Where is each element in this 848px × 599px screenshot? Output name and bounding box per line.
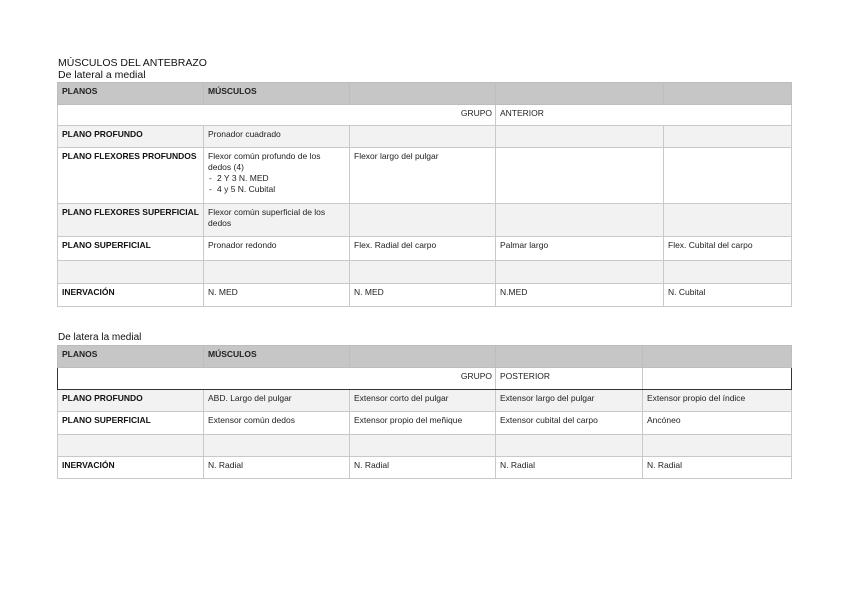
table-cell: Pronador redondo bbox=[204, 237, 350, 261]
table-row bbox=[58, 284, 792, 307]
table-cell: Extensor propio del meñique bbox=[350, 412, 496, 435]
row-label: INERVACIÓN bbox=[58, 457, 204, 479]
header-planos: PLANOS bbox=[58, 346, 204, 368]
table-cell bbox=[664, 126, 792, 148]
bullet-list bbox=[208, 173, 345, 195]
table-cell bbox=[643, 435, 792, 457]
table-cell bbox=[204, 435, 350, 457]
group-value: ANTERIOR bbox=[496, 105, 792, 126]
document-title: MÚSCULOS DEL ANTEBRAZO bbox=[58, 57, 207, 69]
table-row bbox=[58, 148, 792, 204]
table-cell bbox=[664, 204, 792, 237]
header-planos: PLANOS bbox=[58, 83, 204, 105]
table-cell: Palmar largo bbox=[496, 237, 664, 261]
table-cell: N. MED bbox=[350, 284, 496, 307]
table-cell: N. Radial bbox=[496, 457, 643, 479]
table-row bbox=[58, 237, 792, 261]
row-label: PLANO SUPERFICIAL bbox=[58, 237, 204, 261]
table-cell: Extensor cubital del carpo bbox=[496, 412, 643, 435]
table-cell: Extensor común dedos bbox=[204, 412, 350, 435]
table-header-row bbox=[58, 346, 792, 368]
table-cell: Extensor corto del pulgar bbox=[350, 390, 496, 412]
table-cell bbox=[643, 368, 792, 390]
table-cell: Flex. Radial del carpo bbox=[350, 237, 496, 261]
anterior-muscles-table bbox=[57, 82, 792, 307]
table-cell bbox=[496, 204, 664, 237]
table-cell: N. MED bbox=[204, 284, 350, 307]
table-cell bbox=[350, 435, 496, 457]
header-cell bbox=[350, 83, 496, 105]
table-cell bbox=[58, 435, 204, 457]
table-cell: Extensor propio del índice bbox=[643, 390, 792, 412]
table-cell: N.MED bbox=[496, 284, 664, 307]
header-cell bbox=[643, 346, 792, 368]
table-cell bbox=[496, 435, 643, 457]
header-cell bbox=[496, 346, 643, 368]
table-row-empty bbox=[58, 261, 792, 284]
table-row-empty bbox=[58, 435, 792, 457]
posterior-muscles-table bbox=[57, 345, 792, 479]
table-row bbox=[58, 390, 792, 412]
table-cell bbox=[204, 148, 350, 204]
header-cell bbox=[664, 83, 792, 105]
row-label: PLANO SUPERFICIAL bbox=[58, 412, 204, 435]
table-cell: Flexor largo del pulgar bbox=[350, 148, 496, 204]
table-cell bbox=[204, 261, 350, 284]
row-label: PLANO PROFUNDO bbox=[58, 390, 204, 412]
table-cell bbox=[496, 148, 664, 204]
table-cell bbox=[350, 126, 496, 148]
table-cell: Flexor común superficial de los dedos bbox=[204, 204, 350, 237]
table-cell bbox=[350, 204, 496, 237]
row-label: PLANO PROFUNDO bbox=[58, 126, 204, 148]
cell-text: Flexor común profundo de los dedos (4) bbox=[208, 151, 321, 172]
table2-subtitle: De latera la medial bbox=[58, 332, 142, 343]
group-row bbox=[58, 105, 792, 126]
header-musculos: MÚSCULOS bbox=[204, 346, 350, 368]
table-cell: Flex. Cubital del carpo bbox=[664, 237, 792, 261]
group-label: GRUPO bbox=[58, 105, 496, 126]
table-cell: ABD. Largo del pulgar bbox=[204, 390, 350, 412]
row-label: PLANO FLEXORES PROFUNDOS bbox=[58, 148, 204, 204]
group-row bbox=[58, 368, 792, 390]
table-cell bbox=[350, 261, 496, 284]
group-label: GRUPO bbox=[58, 368, 496, 390]
table1-subtitle: De lateral a medial bbox=[58, 69, 146, 81]
table-cell: N. Radial bbox=[643, 457, 792, 479]
list-item: - 2 Y 3 N. MED bbox=[208, 173, 345, 184]
table-row bbox=[58, 126, 792, 148]
table-row bbox=[58, 412, 792, 435]
table-cell: Pronador cuadrado bbox=[204, 126, 350, 148]
table-cell bbox=[664, 261, 792, 284]
table-cell bbox=[58, 261, 204, 284]
table-cell: N. Radial bbox=[350, 457, 496, 479]
row-label: INERVACIÓN bbox=[58, 284, 204, 307]
table-cell bbox=[496, 261, 664, 284]
header-musculos: MÚSCULOS bbox=[204, 83, 350, 105]
table-cell: Extensor largo del pulgar bbox=[496, 390, 643, 412]
table-cell: N. Radial bbox=[204, 457, 350, 479]
table-header-row bbox=[58, 83, 792, 105]
list-item: - 4 y 5 N. Cubital bbox=[208, 184, 345, 195]
table-cell: N. Cubital bbox=[664, 284, 792, 307]
table-cell bbox=[496, 126, 664, 148]
table-row bbox=[58, 457, 792, 479]
row-label: PLANO FLEXORES SUPERFICIAL bbox=[58, 204, 204, 237]
table-row bbox=[58, 204, 792, 237]
header-cell bbox=[350, 346, 496, 368]
table-cell bbox=[664, 148, 792, 204]
table-cell: Ancóneo bbox=[643, 412, 792, 435]
group-value: POSTERIOR bbox=[496, 368, 643, 390]
header-cell bbox=[496, 83, 664, 105]
